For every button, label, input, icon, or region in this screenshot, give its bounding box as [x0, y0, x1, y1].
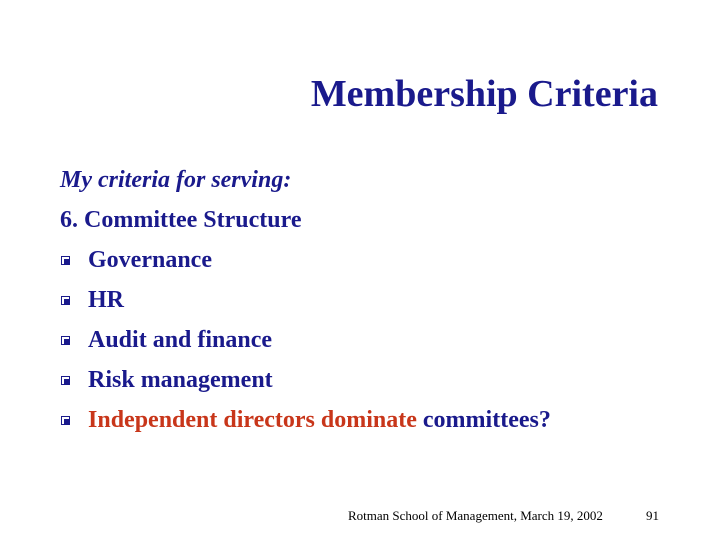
square-bullet-icon — [61, 336, 70, 345]
criteria-subtitle: My criteria for serving: — [60, 167, 292, 193]
highlighted-text: Independent directors dominate — [88, 407, 417, 433]
bullet-label: HR — [88, 287, 124, 313]
bullet-item — [60, 400, 690, 440]
square-bullet-icon — [61, 256, 70, 265]
bullet-label — [88, 400, 551, 440]
bullet-label-rest: committees? — [416, 407, 551, 433]
slide-content — [60, 160, 690, 440]
slide-title: Membership Criteria — [310, 73, 658, 115]
square-bullet-icon — [61, 296, 70, 305]
section-heading: 6. Committee Structure — [60, 207, 302, 233]
bullet-item — [60, 360, 690, 400]
page-number: 91 — [646, 508, 659, 523]
bullet-label: Risk management — [88, 367, 273, 393]
bullet-label: Governance — [88, 247, 212, 273]
bullet-item — [60, 240, 690, 280]
bullet-item — [60, 320, 690, 360]
bullet-label: Audit and finance — [88, 327, 273, 353]
footer-source: Rotman School of Management, March 19, 2002 — [348, 508, 603, 523]
bullet-item — [60, 280, 690, 320]
square-bullet-icon — [61, 376, 70, 385]
square-bullet-icon — [61, 416, 70, 425]
